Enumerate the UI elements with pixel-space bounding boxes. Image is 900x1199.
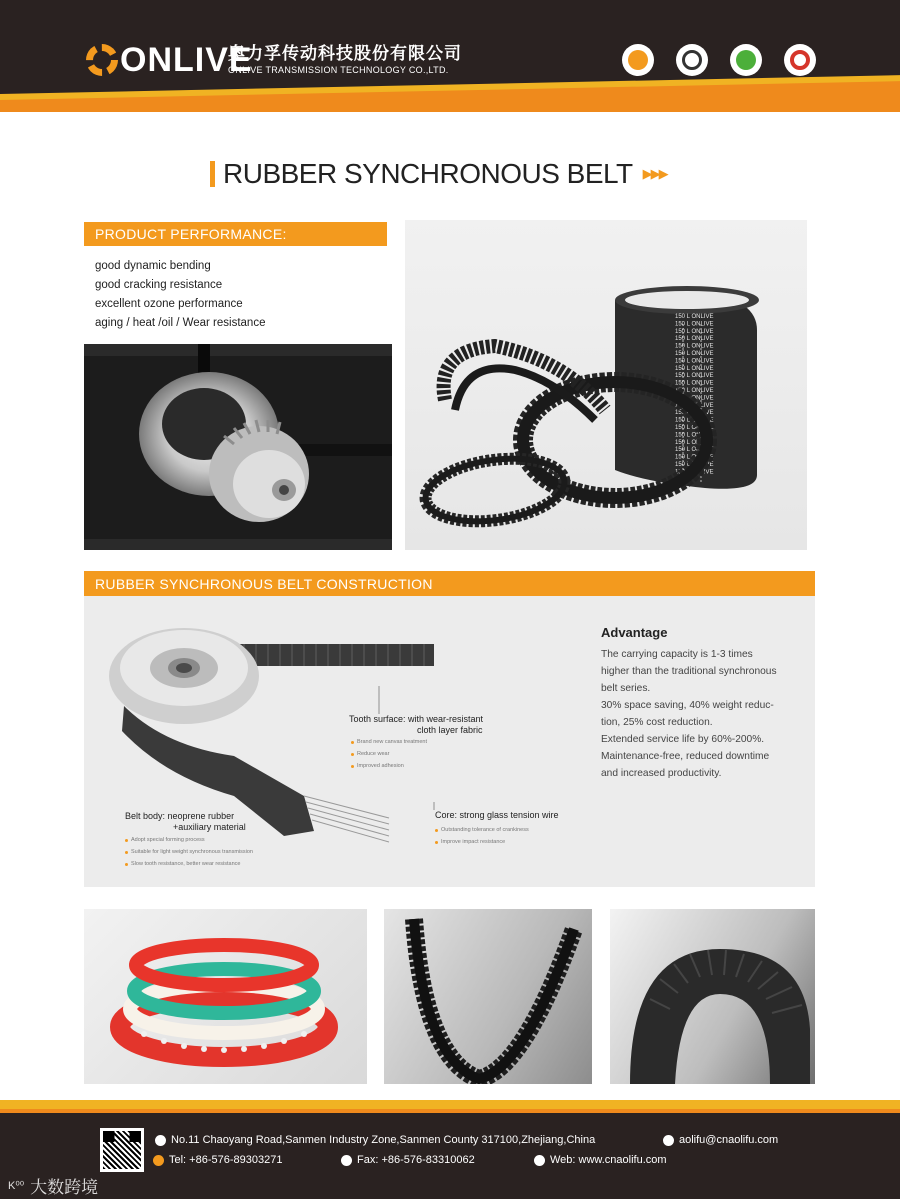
footer-email[interactable] <box>663 1133 778 1147</box>
qr-code-icon[interactable] <box>100 1128 144 1172</box>
belt-print-text: 150 L ONLIVE <box>675 402 714 409</box>
watermark-text: 大数跨境 <box>30 1178 99 1197</box>
belt-print-text: 150 L ONLIVE <box>675 358 714 365</box>
construction-heading-text: RUBBER SYNCHRONOUS BELT CONSTRUCTION <box>95 576 433 592</box>
belt-print-text: 150 L ONLIVE <box>675 469 714 476</box>
performance-heading <box>84 222 387 246</box>
performance-item: aging / heat /oil / Wear resistance <box>95 317 266 329</box>
belt-body-point: Adopt special forming process <box>125 834 253 846</box>
footer-fax <box>341 1153 475 1167</box>
footer-stripe <box>0 1100 900 1109</box>
title-arrows-icon: ▶▶▶ <box>642 166 667 181</box>
belt-print-text: 150 L ONLIVE <box>675 321 714 328</box>
performance-item: excellent ozone performance <box>95 298 243 310</box>
colored-belts-illustration <box>84 909 367 1084</box>
belt-print-text: 150 L ONLIVE <box>675 395 714 402</box>
belt-print-text: 150 L ONLIVE <box>675 447 714 454</box>
footer-email-text[interactable]: aolifu@cnaolifu.com <box>679 1134 779 1146</box>
watermark-logo-icon: K⁰⁰ <box>8 1180 25 1192</box>
performance-list <box>95 257 265 333</box>
pulley-photo <box>84 344 392 550</box>
performance-item: good cracking resistance <box>95 279 223 291</box>
certification-badge-check-icon <box>676 44 708 76</box>
performance-heading-text: PRODUCT PERFORMANCE: <box>95 226 287 242</box>
company-name-cn: 奥力孚传动科技股份有限公司 <box>228 44 462 63</box>
tooth-surface-point: Brand new canvas treatment <box>351 736 427 748</box>
certification-badges <box>622 44 816 76</box>
footer-tel <box>153 1153 282 1167</box>
page-title-text: RUBBER SYNCHRONOUS BELT <box>223 158 633 189</box>
belt-print-text: 150 L ONLIVE <box>675 380 714 387</box>
construction-panel <box>84 596 815 887</box>
advantage-text: The carrying capacity is 1-3 times higher than the traditional synchronous belt series. 30% space saving, 40% weight reduc- tion, 25% cost reduction. Extended service life by 60%-200%. Maintenance-free, reduced downtime and increased productivity. <box>601 649 777 779</box>
belt-print-text: 150 L ONLIVE <box>675 336 714 343</box>
logo-gear-icon <box>86 44 118 76</box>
page-header <box>0 0 900 112</box>
core-label: Core: strong glass tension wire <box>435 810 559 820</box>
footer-fax-text: Fax: +86-576-83310062 <box>357 1154 475 1166</box>
belt-print-text: 150 L ONLIVE <box>675 462 714 468</box>
tooth-surface-points <box>351 736 427 772</box>
colored-belts-photo <box>84 909 367 1084</box>
belt-print-text: 150 L ONLIVE <box>675 417 714 424</box>
brand-name: ONLIVE <box>120 41 253 79</box>
tooth-surface-label-line2: cloth layer fabric <box>417 725 483 735</box>
certification-badge-green-icon <box>730 44 762 76</box>
company-name <box>228 44 462 76</box>
belt-body-label <box>125 811 246 833</box>
core-points <box>435 824 529 848</box>
belt-print-text: 150 L ONLIVE <box>675 439 714 446</box>
footer-web-text[interactable]: Web: www.cnaolifu.com <box>550 1154 667 1166</box>
certification-badge-orange-icon <box>622 44 654 76</box>
globe-icon <box>534 1155 545 1166</box>
tooth-surface-point: Improved adhesion <box>351 760 427 772</box>
page-title <box>210 156 667 192</box>
belt-print-text: 150 L ONLIVE <box>675 425 714 431</box>
belt-body-point: Slow tooth resistance, better wear resistance <box>125 858 253 870</box>
pulley-illustration <box>84 344 392 550</box>
belt-print-text: 150 L ONLIVE <box>675 454 714 461</box>
belt-print-text: 150 L ONLIVE <box>675 388 714 394</box>
title-accent-bar <box>210 161 215 187</box>
belt-body-label-line2: +auxiliary material <box>173 822 246 832</box>
belt-print-text: 150 L ONLIVE <box>675 365 714 372</box>
watermark <box>8 1173 98 1198</box>
certification-badge-red-icon <box>784 44 816 76</box>
double-sided-belt-photo <box>384 909 592 1084</box>
belts-illustration <box>405 220 807 550</box>
wide-belt-photo <box>610 909 815 1084</box>
belt-print-text: 150 L ONLIVE <box>675 343 714 350</box>
tooth-surface-label <box>349 714 483 736</box>
footer-address-text: No.11 Chaoyang Road,Sanmen Industry Zone,Sanmen County 317100,Zhejiang,China <box>171 1134 596 1146</box>
company-name-en: ONLIVE TRANSMISSION TECHNOLOGY CO.,LTD. <box>228 65 449 75</box>
belt-print-text: 150 L ONLIVE <box>675 373 714 380</box>
footer-tel-text: Tel: +86-576-89303271 <box>169 1154 283 1166</box>
email-icon <box>663 1135 674 1146</box>
tooth-surface-label-line1: Tooth surface: with wear-resistant <box>349 714 484 724</box>
double-sided-belt-illustration <box>384 909 592 1084</box>
performance-item: good dynamic bending <box>95 260 211 272</box>
belt-print-text: 150 L ONLIVE <box>675 351 714 357</box>
footer-stripe-orange <box>0 1109 900 1113</box>
belt-print-text: 150 L ONLIVE <box>675 432 714 439</box>
tooth-surface-point: Reduce wear <box>351 748 427 760</box>
belt-print-text: 150 L ONLIVE <box>675 410 714 417</box>
construction-heading <box>84 571 815 596</box>
belt-print-text: 150 L ONLIVE <box>675 328 714 335</box>
belts-photo <box>405 220 807 550</box>
footer-address <box>155 1133 595 1147</box>
location-icon <box>155 1135 166 1146</box>
core-point: Outstanding tolerance of crankiness <box>435 824 529 836</box>
advantage-title: Advantage <box>601 625 668 640</box>
page-footer <box>0 1100 900 1199</box>
footer-web[interactable] <box>534 1153 667 1167</box>
belt-print-text: 150 L ONLIVE <box>675 314 714 320</box>
fax-icon <box>341 1155 352 1166</box>
belt-body-label-line1: Belt body: neoprene rubber <box>125 811 235 821</box>
phone-icon <box>153 1155 164 1166</box>
core-point: Improve impact resistance <box>435 836 529 848</box>
belt-body-point: Suitable for light weight synchronous transmission <box>125 846 253 858</box>
belt-body-points <box>125 834 253 870</box>
wide-belt-illustration <box>610 909 815 1084</box>
